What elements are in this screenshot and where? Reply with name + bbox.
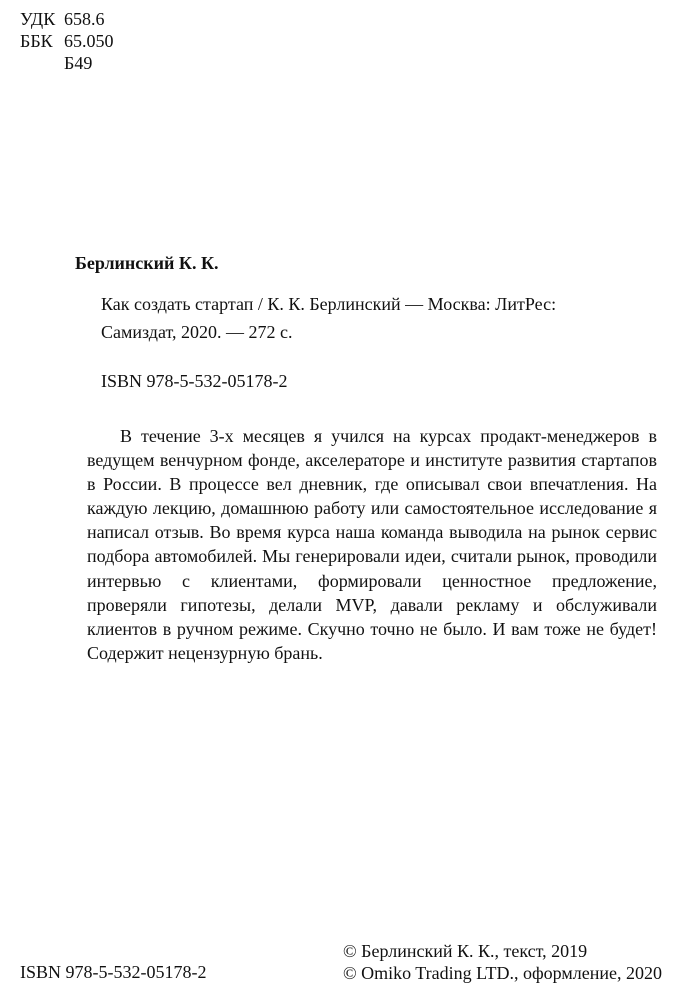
copyright-text: © Берлинский К. К., текст, 2019 [342, 941, 588, 961]
udk-value: 658.6 [64, 9, 105, 29]
bbk-label: ББК [20, 31, 53, 51]
author-mark: Б49 [64, 53, 93, 73]
copyright-block [343, 940, 662, 984]
author-mark-row [20, 52, 114, 74]
author-heading: Берлинский К. К. [75, 253, 219, 273]
bbk-value: 65.050 [64, 31, 114, 51]
abstract-paragraph: В течение 3-х месяцев я учился на курсах продакт-менеджеров в ведущем венчурном фонде, акселераторе и институте развития стартапов в России. В процессе вел дневник, где описывал свои впечатления. На каждую лекцию, домашнюю работу или самостоятельное исследование я написал отзыв. Во время курса наша команда выводила на рынок сервис подбора автомобилей. Мы генерировали идеи, считали рынок, проводили интервью с клиентами, формировали ценностное предложение, проверяли гипотезы, делали MVP, давали рекламу и обслуживали клиентов в ручном режиме. Скучно точно не было. И вам тоже не будет! Содержит нецензурную брань. [87, 426, 657, 663]
udk-label: УДК [20, 9, 56, 29]
bibliographic-citation: Как создать стартап / К. К. Берлинский — Москва: ЛитРес: Самиздат, 2020. — 272 с. [101, 294, 557, 342]
isbn: ISBN 978-5-532-05178-2 [101, 371, 288, 391]
copyright-design: © Omiko Trading LTD., оформление, 2020 [342, 963, 662, 983]
footer-isbn: ISBN 978-5-532-05178-2 [20, 962, 207, 982]
bbk-row [20, 30, 114, 52]
classification-codes [20, 8, 114, 74]
udk-row [20, 8, 114, 30]
